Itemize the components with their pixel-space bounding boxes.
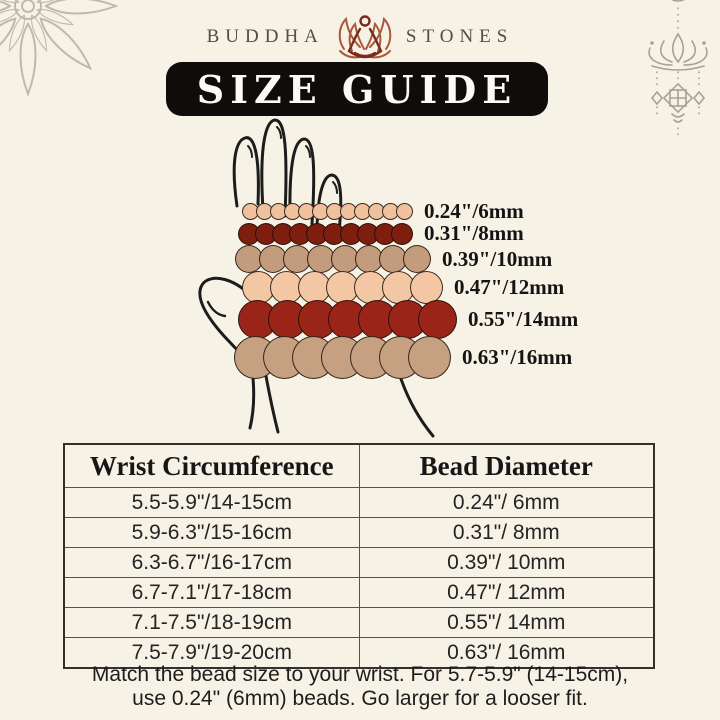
bead-size-label: 0.39"/10mm	[442, 246, 553, 271]
size-table-header: Wrist Circumference	[64, 444, 359, 488]
table-cell: 0.31"/ 8mm	[359, 518, 654, 548]
size-guide-title: SIZE GUIDE	[196, 66, 518, 112]
table-row	[64, 548, 654, 578]
meditation-lotus-icon	[336, 9, 394, 65]
table-row	[64, 518, 654, 548]
table-cell: 0.39"/ 10mm	[359, 548, 654, 578]
table-cell: 5.5-5.9"/14-15cm	[64, 488, 359, 518]
table-cell: 6.7-7.1"/17-18cm	[64, 578, 359, 608]
table-cell: 0.47"/ 12mm	[359, 578, 654, 608]
table-cell: 5.9-6.3"/15-16cm	[64, 518, 359, 548]
bead-size-label: 0.24"/6mm	[424, 199, 524, 223]
size-table-header: Bead Diameter	[359, 444, 654, 488]
bead-size-label: 0.31"/8mm	[424, 221, 524, 245]
brand-name-left: BUDDHA	[206, 26, 324, 47]
footnote	[0, 663, 720, 711]
table-cell: 6.3-6.7"/16-17cm	[64, 548, 359, 578]
size-table-header-row	[64, 444, 654, 488]
size-guide-banner	[166, 62, 548, 116]
table-cell: 0.55"/ 14mm	[359, 608, 654, 638]
table-row	[64, 578, 654, 608]
bead-size-label: 0.63"/16mm	[462, 345, 573, 369]
table-cell: 0.24"/ 6mm	[359, 488, 654, 518]
table-cell: 0.63"/ 16mm	[359, 638, 654, 669]
brand-logo	[0, 6, 720, 68]
footnote-line-1: Match the bead size to your wrist. For 5.7-5.9" (14-15cm),	[91, 663, 629, 686]
table-row	[64, 608, 654, 638]
bead-size-label: 0.55"/14mm	[468, 307, 579, 331]
brand-name-right: STONES	[405, 26, 514, 47]
size-table	[63, 443, 655, 669]
footnote-line-2: use 0.24" (6mm) beads. Go larger for a looser fit.	[132, 687, 588, 710]
table-cell: 7.5-7.9"/19-20cm	[64, 638, 359, 669]
table-row	[64, 488, 654, 518]
bead-size-label: 0.47"/12mm	[454, 275, 565, 299]
hand-illustration	[80, 110, 640, 440]
table-cell: 7.1-7.5"/18-19cm	[64, 608, 359, 638]
size-table-body	[64, 488, 654, 669]
